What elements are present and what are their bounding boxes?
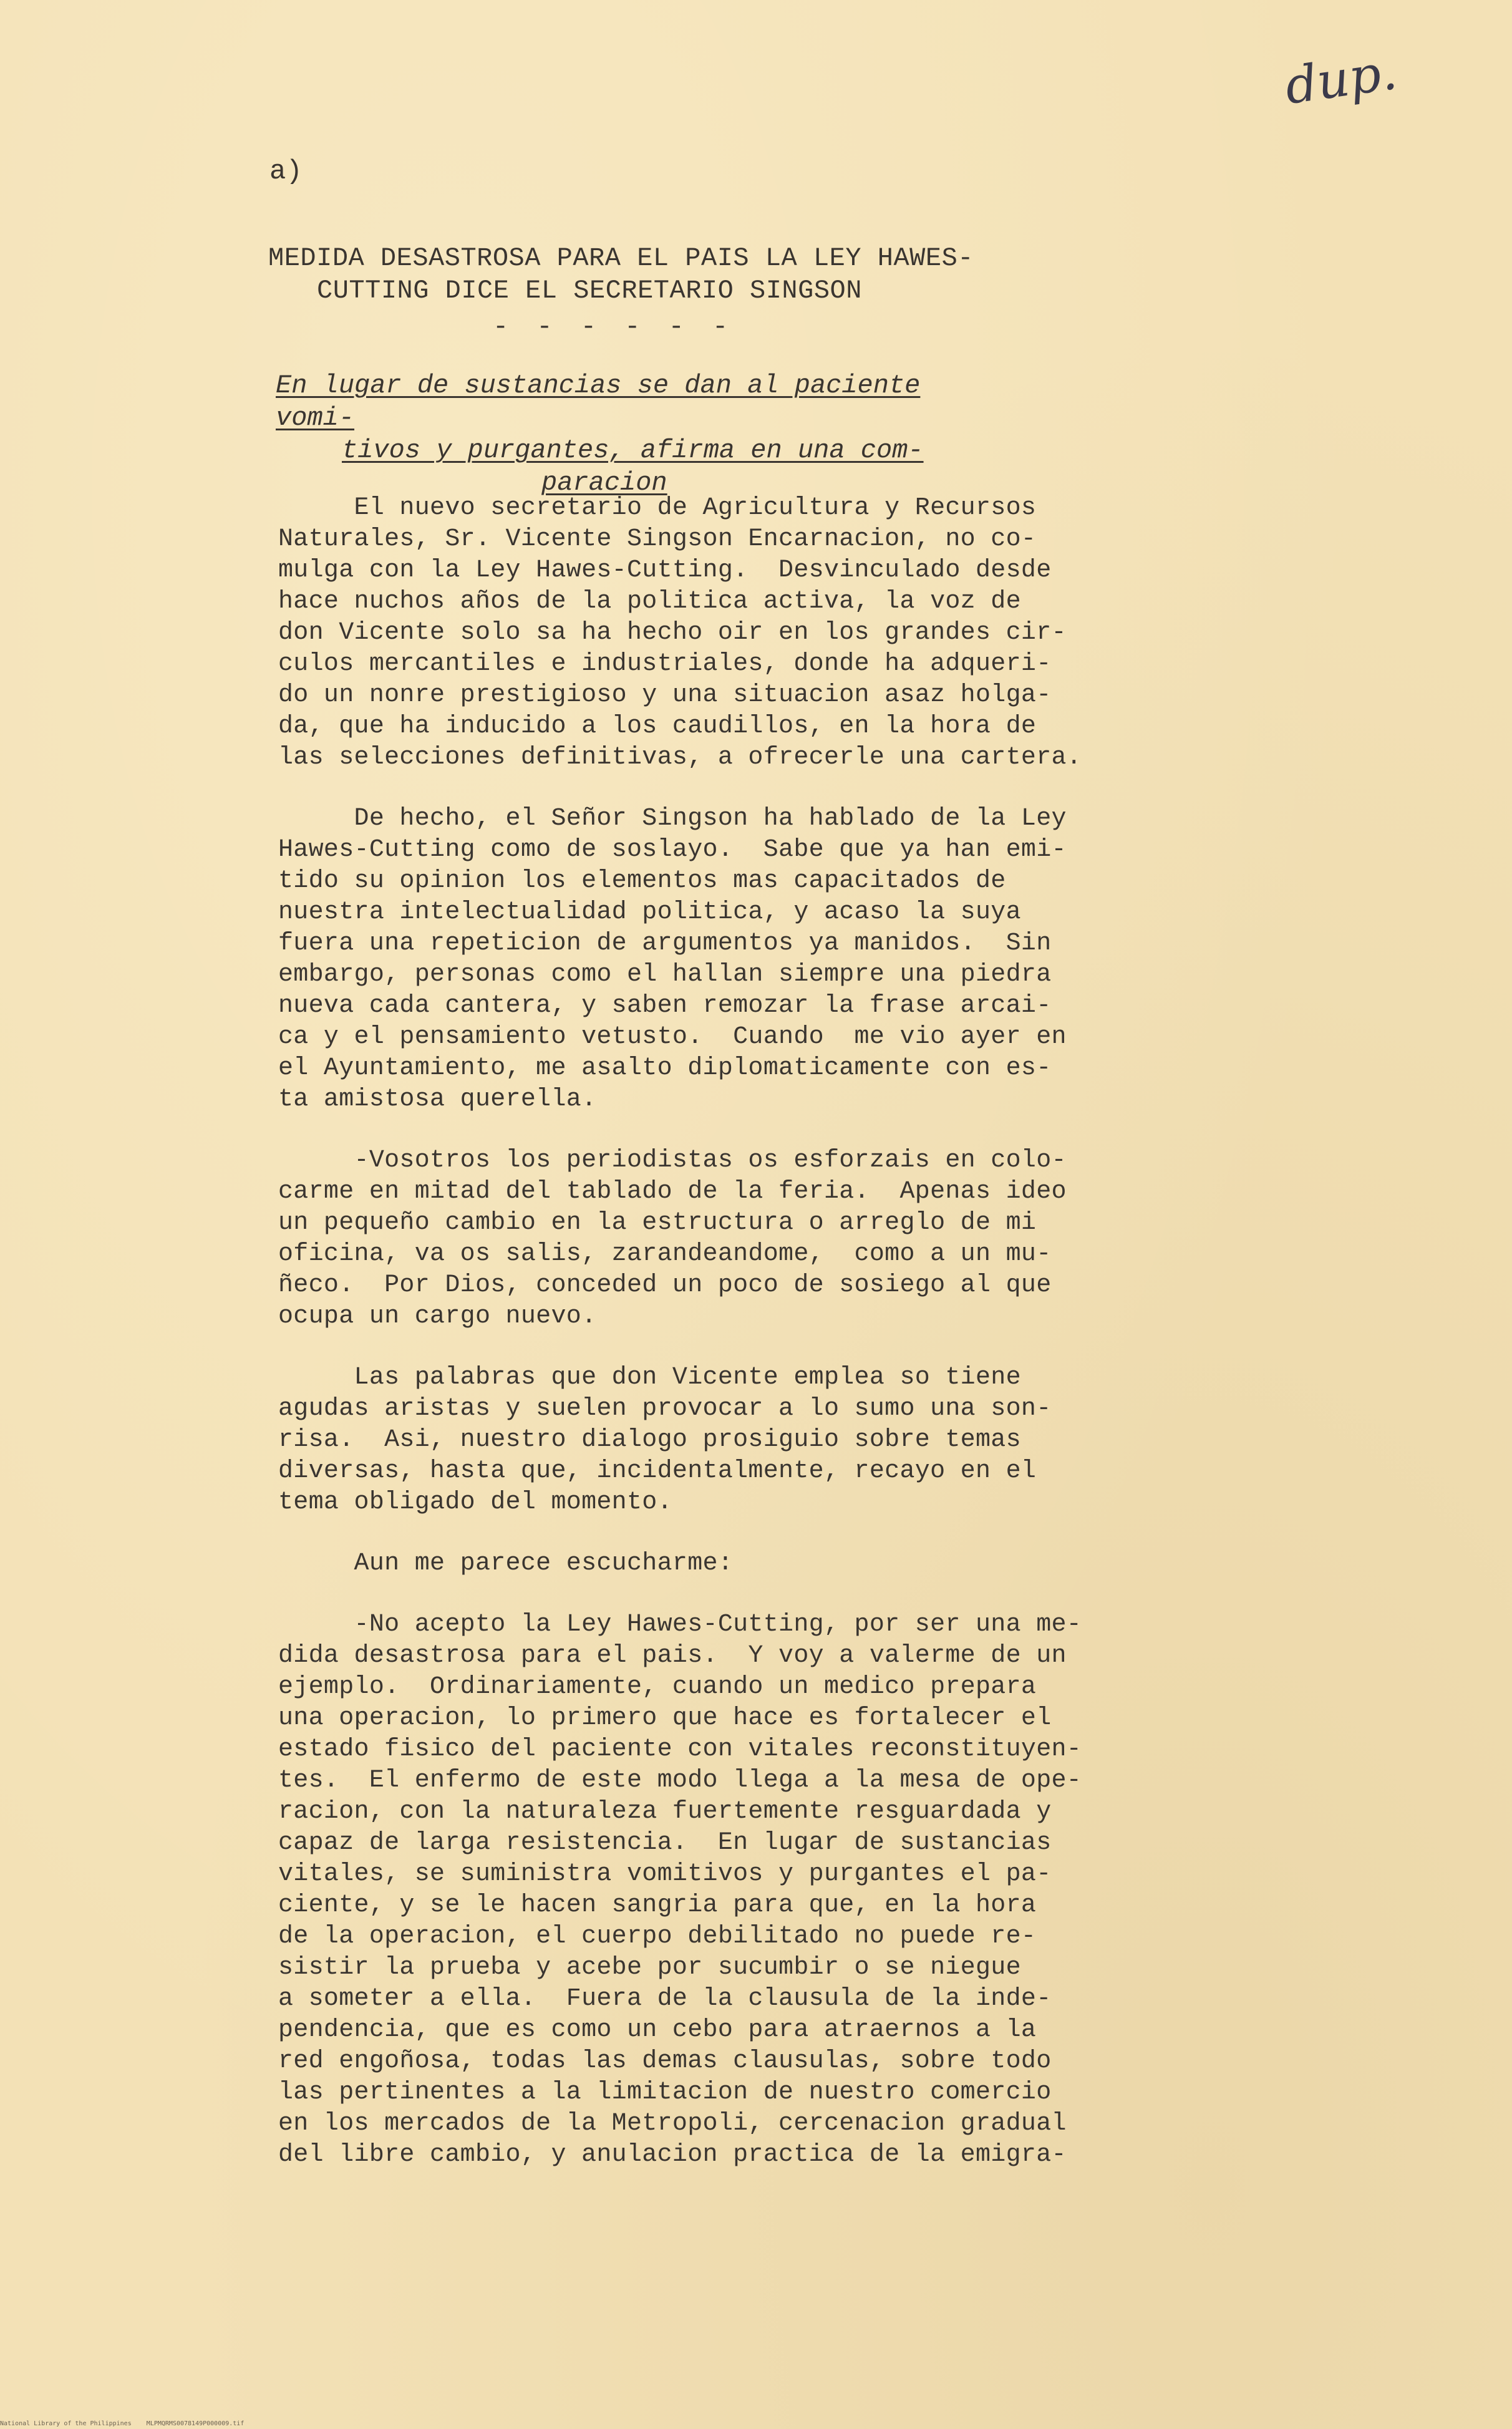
- paragraph: [278, 1362, 1139, 1518]
- paragraph: [278, 1145, 1139, 1332]
- subheadline: [276, 369, 1012, 499]
- subheadline-line-2: tivos y purgantes, afirma en una com-: [342, 435, 924, 465]
- text-line: mulga con la Ley Hawes-Cutting. Desvinculado desde: [278, 556, 1052, 584]
- headline: [268, 242, 1004, 307]
- text-line: Aun me parece escucharme:: [278, 1549, 734, 1578]
- text-line: las pertinentes a la limitacion de nuestro comercio: [278, 2078, 1052, 2107]
- scan-footer: National Library of the Philippines MLPMQRMS0078149P000009.tif: [0, 2420, 245, 2427]
- text-line: da, que ha inducido a los caudillos, en la hora de: [278, 712, 1037, 740]
- text-line: nueva cada cantera, y saben remozar la frase arcai-: [278, 992, 1052, 1020]
- text-line: una operacion, lo primero que hace es fortalecer el: [278, 1704, 1052, 1732]
- paragraph: [278, 803, 1139, 1115]
- text-line: oficina, va os salis, zarandeandome, como a un mu-: [278, 1240, 1052, 1268]
- text-line: De hecho, el Señor Singson ha hablado de la Ley: [278, 805, 1067, 833]
- text-line: del libre cambio, y anulacion practica de la emigra-: [278, 2141, 1067, 2169]
- text-line: do un nonre prestigioso y una situacion asaz holga-: [278, 681, 1052, 709]
- handwritten-note: dup.: [1281, 42, 1400, 116]
- text-line: culos mercantiles e industriales, donde ha adqueri-: [278, 650, 1052, 678]
- text-line: de la operacion, el cuerpo debilitado no puede re-: [278, 1922, 1037, 1951]
- text-line: ciente, y se le hacen sangria para que, en la hora: [278, 1891, 1037, 1919]
- text-line: red engoñosa, todas las demas clausulas, sobre todo: [278, 2047, 1052, 2075]
- text-line: Naturales, Sr. Vicente Singson Encarnacion, no co-: [278, 525, 1037, 553]
- text-line: tes. El enfermo de este modo llega a la mesa de ope-: [278, 1767, 1082, 1795]
- headline-line-1: MEDIDA DESASTROSA PARA EL PAIS LA LEY HAWES-: [268, 243, 974, 273]
- text-line: capaz de larga resistencia. En lugar de sustancias: [278, 1829, 1052, 1857]
- text-line: ocupa un cargo nuevo.: [278, 1302, 597, 1331]
- text-line: Las palabras que don Vicente emplea so tiene: [278, 1364, 1021, 1392]
- headline-separator: - - - - - -: [493, 312, 735, 342]
- text-line: don Vicente solo sa ha hecho oir en los grandes cir-: [278, 619, 1067, 647]
- text-line: un pequeño cambio en la estructura o arreglo de mi: [278, 1209, 1037, 1237]
- text-line: pendencia, que es como un cebo para atraernos a la: [278, 2016, 1037, 2044]
- text-line: dida desastrosa para el pais. Y voy a valerme de un: [278, 1642, 1067, 1670]
- text-line: carme en mitad del tablado de la feria. Apenas ideo: [278, 1178, 1067, 1206]
- text-line: el Ayuntamiento, me asalto diplomaticamente con es-: [278, 1054, 1052, 1082]
- text-line: a someter a ella. Fuera de la clausula de la inde-: [278, 1985, 1052, 2013]
- text-line: ñeco. Por Dios, conceded un poco de sosiego al que: [278, 1271, 1052, 1299]
- text-line: El nuevo secretario de Agricultura y Recursos: [278, 494, 1037, 522]
- text-line: nuestra intelectualidad politica, y acaso la suya: [278, 898, 1021, 926]
- text-line: Hawes-Cutting como de soslayo. Sabe que ya han emi-: [278, 836, 1067, 864]
- text-line: ca y el pensamiento vetusto. Cuando me vio ayer en: [278, 1023, 1067, 1051]
- text-line: tema obligado del momento.: [278, 1488, 672, 1516]
- text-line: fuera una repeticion de argumentos ya manidos. Sin: [278, 929, 1052, 958]
- text-line: risa. Asi, nuestro dialogo prosiguio sobre temas: [278, 1426, 1021, 1454]
- text-line: tido su opinion los elementos mas capacitados de: [278, 867, 1006, 895]
- paragraph: [278, 1609, 1139, 2171]
- subheadline-line-1: En lugar de sustancias se dan al paciente vomi-: [276, 371, 921, 433]
- text-line: -Vosotros los periodistas os esforzais en colo-: [278, 1147, 1067, 1175]
- text-line: las selecciones definitivas, a ofrecerle una cartera.: [278, 744, 1082, 772]
- text-line: en los mercados de la Metropoli, cercenacion gradual: [278, 2110, 1067, 2138]
- headline-line-2: CUTTING DICE EL SECRETARIO SINGSON: [317, 276, 862, 306]
- text-line: estado fisico del paciente con vitales reconstituyen-: [278, 1735, 1082, 1763]
- text-line: agudas aristas y suelen provocar a lo sumo una son-: [278, 1395, 1052, 1423]
- text-line: -No acepto la Ley Hawes-Cutting, por ser una me-: [278, 1611, 1082, 1639]
- subheadline-line-3: paracion: [541, 468, 667, 498]
- article-body: [278, 493, 1139, 2201]
- text-line: hace nuchos años de la politica activa, la voz de: [278, 588, 1021, 616]
- text-line: ta amistosa querella.: [278, 1085, 597, 1113]
- paragraph: [278, 1548, 1139, 1579]
- text-line: ejemplo. Ordinariamente, cuando un medico prepara: [278, 1673, 1037, 1701]
- text-line: diversas, hasta que, incidentalmente, recayo en el: [278, 1457, 1037, 1485]
- section-label: a): [269, 156, 303, 187]
- text-line: embargo, personas como el hallan siempre una piedra: [278, 961, 1052, 989]
- text-line: racion, con la naturaleza fuertemente resguardada y: [278, 1798, 1052, 1826]
- text-line: vitales, se suministra vomitivos y purgantes el pa-: [278, 1860, 1052, 1888]
- text-line: sistir la prueba y acebe por sucumbir o se niegue: [278, 1954, 1021, 1982]
- paragraph: [278, 493, 1139, 773]
